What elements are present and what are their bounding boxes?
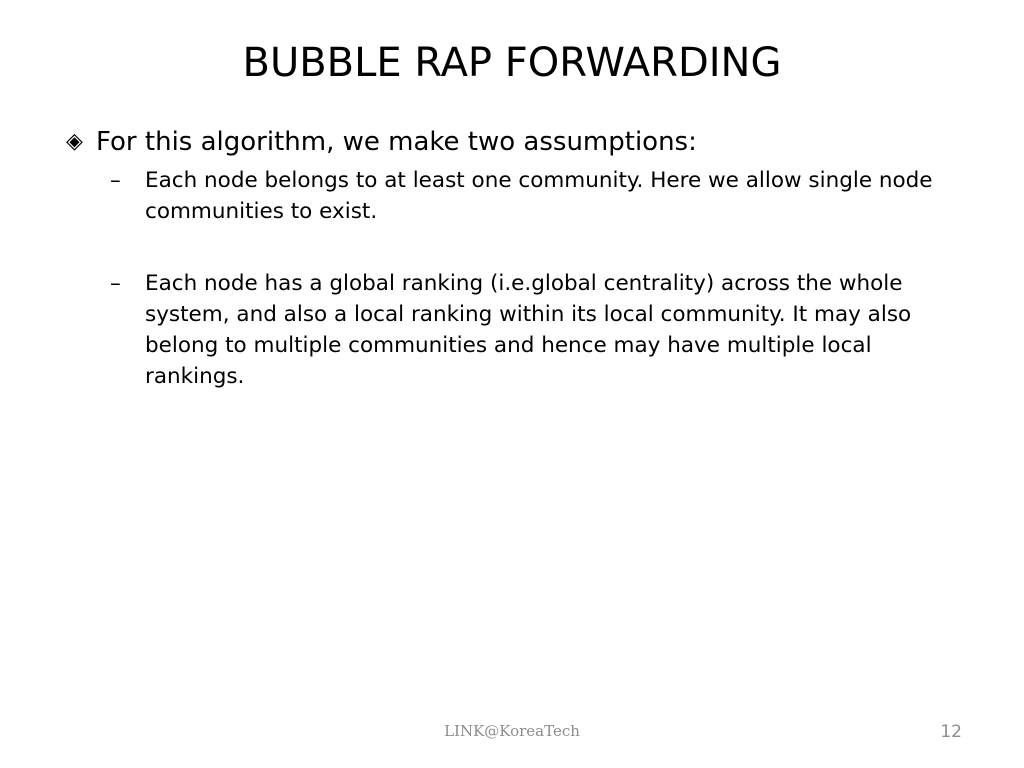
sub-bullet-item bbox=[110, 165, 966, 227]
dash-bullet-icon: – bbox=[110, 271, 121, 296]
sub-bullet-text: Each node has a global ranking (i.e.global centrality) across the whole system, and also a local ranking within its local community. It may also belong to multiple communities and hence may have multiple local rankings. bbox=[145, 271, 912, 389]
bullet-text: For this algorithm, we make two assumptions: bbox=[96, 127, 697, 157]
diamond-bullet-icon: ◈ bbox=[66, 129, 83, 154]
slide-title: BUBBLE RAP FORWARDING bbox=[242, 40, 782, 86]
sub-bullet-item bbox=[110, 268, 966, 392]
bullet-item bbox=[66, 125, 966, 159]
sub-bullet-text: Each node belongs to at least one community. Here we allow single node communities to exist. bbox=[145, 168, 933, 224]
page-number: 12 bbox=[940, 722, 962, 742]
dash-bullet-icon: – bbox=[110, 168, 121, 193]
footer-label: LINK@KoreaTech bbox=[444, 722, 580, 740]
